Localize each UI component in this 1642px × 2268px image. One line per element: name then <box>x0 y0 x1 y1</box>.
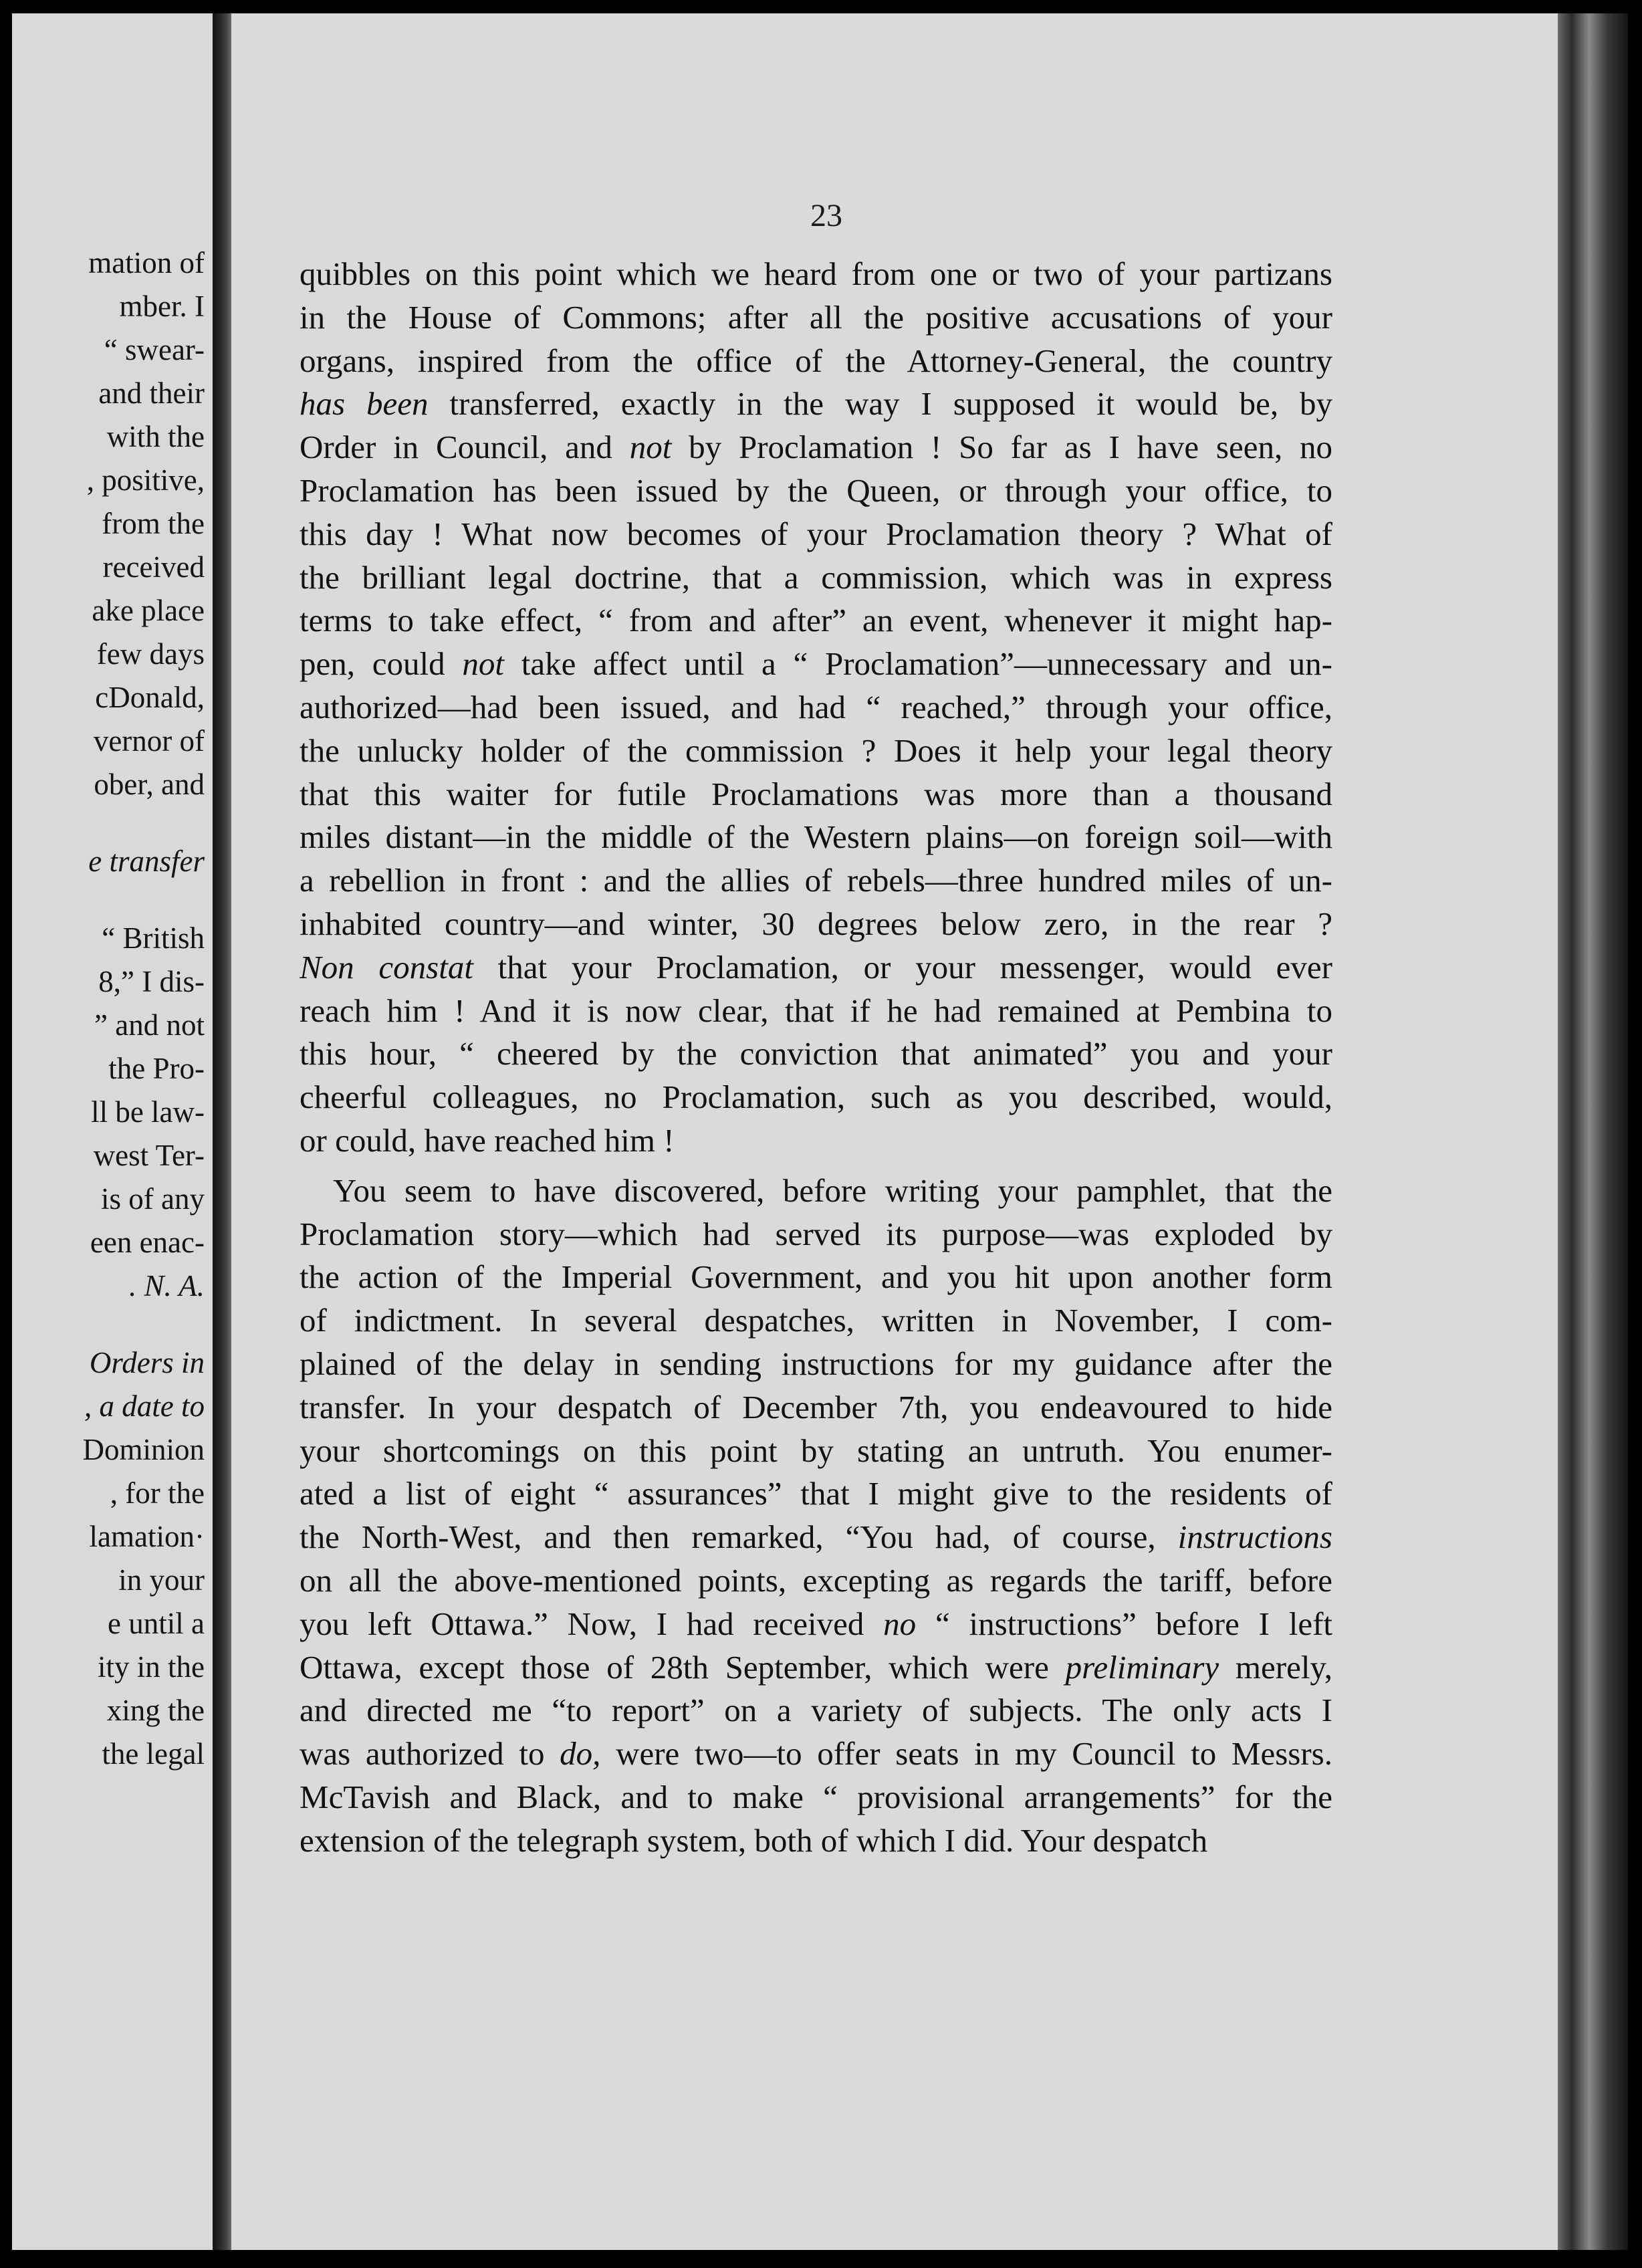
text-segment: were two—to offer seats in my Council to Messrs. <box>600 1735 1332 1773</box>
left-page-line: , a date to <box>84 1389 205 1423</box>
book-gutter <box>213 13 233 2250</box>
text-segment: the action of the Imperial Government, and you hit upon another form <box>300 1258 1332 1296</box>
text-segment: McTavish and Black, and to make “ provisional arrangements” for the <box>300 1778 1332 1815</box>
text-line <box>300 990 1332 1033</box>
text-line <box>300 859 1332 903</box>
text-line <box>300 296 1332 340</box>
text-line <box>300 1299 1332 1343</box>
text-segment: miles distant—in the middle of the Western plains—on foreign soil—with <box>300 818 1332 856</box>
text-line <box>300 1689 1332 1732</box>
italic-text: instructions <box>1177 1518 1332 1556</box>
text-segment: Proclamation story—which had served its purpose—was exploded by <box>300 1215 1332 1252</box>
left-page-line: few days <box>96 637 205 671</box>
left-page-line: in your <box>118 1563 205 1597</box>
left-page-line: ake place <box>92 594 205 627</box>
text-line <box>300 643 1332 686</box>
text-line <box>300 903 1332 946</box>
text-segment: your shortcomings on this point by stating an untruth. You enumer- <box>300 1432 1332 1469</box>
text-line <box>300 1646 1332 1690</box>
left-page-line: received <box>102 550 205 584</box>
text-segment: by Proclamation ! So far as I have seen, no <box>671 429 1332 466</box>
text-segment: or could, have reached him ! <box>300 1121 675 1159</box>
text-segment: Ottawa, except those of 28th September, which were <box>300 1648 1066 1686</box>
left-page-line: “ swear- <box>104 333 205 366</box>
text-segment: pen, could <box>300 645 463 683</box>
left-page-line: with the <box>106 420 205 453</box>
left-page-line: e transfer <box>88 844 205 878</box>
left-facing-page <box>12 13 219 2250</box>
left-page-line: ll be law- <box>91 1095 205 1129</box>
text-segment: quibbles on this point which we heard from one or two of your partizans <box>300 255 1332 292</box>
text-line <box>300 1603 1332 1646</box>
text-line <box>300 1256 1332 1299</box>
text-segment: transfer. In your despatch of December 7th, you endeavoured to hide <box>300 1388 1332 1426</box>
text-segment: Proclamation has been issued by the Queen, or through your office, to <box>300 471 1332 509</box>
text-line <box>300 1386 1332 1430</box>
text-segment: ated a list of eight “ assurances” that I might give to the residents of <box>300 1475 1332 1512</box>
text-segment: authorized—had been issued, and had “ reached,” through your office, <box>300 688 1332 725</box>
left-page-line: ” and not <box>94 1008 205 1042</box>
left-page-line: lamation· <box>89 1520 205 1553</box>
left-page-line: from the <box>102 507 205 540</box>
text-line <box>300 1472 1332 1516</box>
text-line <box>300 1776 1332 1819</box>
text-segment: inhabited country—and winter, 30 degrees below zero, in the rear ? <box>300 905 1332 942</box>
text-segment: transferred, exactly in the way I supposed it would be, by <box>428 385 1332 423</box>
text-line <box>300 513 1332 556</box>
body-text <box>300 253 1332 1862</box>
text-segment: merely, <box>1219 1648 1332 1686</box>
text-line <box>300 1516 1332 1559</box>
text-line <box>300 1169 1332 1213</box>
text-line <box>300 469 1332 513</box>
left-page-line: Dominion <box>82 1433 205 1466</box>
text-line <box>300 1343 1332 1386</box>
text-line <box>300 1819 1332 1863</box>
left-page-line: 8,” I dis- <box>98 965 205 998</box>
text-line <box>300 1119 1332 1163</box>
text-segment: reach him ! And it is now clear, that if he had remained at Pembina to <box>300 992 1332 1029</box>
text-segment: the North-West, and then remarked, “You had, of course, <box>300 1518 1178 1556</box>
text-segment: terms to take effect, “ from and after” an event, whenever it might hap- <box>300 602 1332 639</box>
page-edges <box>1558 13 1628 2250</box>
text-segment: was authorized to <box>300 1735 560 1773</box>
text-line <box>300 556 1332 600</box>
left-page-line: . N. A. <box>129 1269 205 1302</box>
left-page-line: is of any <box>101 1182 205 1216</box>
text-line <box>300 599 1332 643</box>
left-page-line: e until a <box>108 1607 205 1640</box>
text-line <box>300 1732 1332 1776</box>
text-segment: and directed me “to report” on a variety of subjects. The only acts I <box>300 1692 1332 1729</box>
text-segment: cheerful colleagues, no Proclamation, such as you described, would, <box>300 1079 1332 1116</box>
text-line <box>300 340 1332 383</box>
left-page-line: ober, and <box>94 768 205 801</box>
left-page-line: west Ter- <box>93 1139 205 1172</box>
text-segment: a rebellion in front : and the allies of rebels—three hundred miles of un- <box>300 862 1332 899</box>
text-line <box>300 1213 1332 1256</box>
text-segment: the brilliant legal doctrine, that a commission, which was in express <box>300 558 1332 596</box>
text-segment: in the House of Commons; after all the positive accusations of your <box>300 298 1332 336</box>
left-page-line: cDonald, <box>95 681 205 714</box>
text-segment: plained of the delay in sending instructions for my guidance after the <box>300 1345 1332 1382</box>
left-page-line: ity in the <box>98 1650 205 1684</box>
left-page-line: vernor of <box>93 724 205 758</box>
text-line <box>300 1032 1332 1076</box>
text-segment: this day ! What now becomes of your Proclamation theory ? What of <box>300 515 1332 552</box>
left-page-line: the legal <box>102 1737 205 1771</box>
page-number: 23 <box>810 198 842 233</box>
left-page-line: Orders in <box>89 1346 205 1379</box>
italic-text: Non constat <box>300 948 473 986</box>
text-line <box>300 729 1332 773</box>
text-segment: the unlucky holder of the commission ? Does it help your legal theory <box>300 731 1332 769</box>
text-line <box>300 382 1332 426</box>
text-segment: that this waiter for futile Proclamations was more than a thousand <box>300 775 1332 812</box>
text-line <box>300 1559 1332 1603</box>
text-segment: You seem to have discovered, before writing your pamphlet, that the <box>333 1171 1332 1209</box>
text-line <box>300 816 1332 859</box>
italic-text: no <box>883 1605 917 1642</box>
text-line <box>300 1076 1332 1119</box>
left-page-line: een enac- <box>90 1226 205 1259</box>
left-page-line: , positive, <box>86 463 205 497</box>
italic-text: preliminary <box>1065 1648 1219 1686</box>
text-segment: organs, inspired from the office of the Attorney-General, the country <box>300 342 1332 379</box>
text-line <box>300 773 1332 816</box>
italic-text: do, <box>560 1735 601 1773</box>
text-line <box>300 253 1332 296</box>
left-page-line: the Pro- <box>108 1052 205 1085</box>
text-segment: extension of the telegraph system, both of which I did. Your despatch <box>300 1821 1208 1859</box>
text-segment: take affect until a “ Proclamation”—unnecessary and un- <box>503 645 1332 683</box>
left-page-line: mation of <box>88 246 205 279</box>
text-segment: “ instructions” before I left <box>916 1605 1332 1642</box>
left-page-line: “ British <box>102 921 205 955</box>
text-line <box>300 946 1332 990</box>
italic-text: not <box>629 429 672 466</box>
text-line <box>300 426 1332 469</box>
text-segment: of indictment. In several despatches, written in November, I com- <box>300 1302 1332 1339</box>
left-page-line: and their <box>98 376 205 410</box>
text-line <box>300 1430 1332 1473</box>
text-segment: Order in Council, and <box>300 429 630 466</box>
text-segment: that your Proclamation, or your messenger, would ever <box>473 948 1332 986</box>
text-segment: on all the above-mentioned points, excepting as regards the tariff, before <box>300 1561 1332 1599</box>
left-page-line: , for the <box>110 1476 205 1510</box>
left-page-line: mber. I <box>119 290 205 323</box>
text-segment: you left Ottawa.” Now, I had received <box>300 1605 884 1642</box>
text-segment: this hour, “ cheered by the conviction that animated” you and your <box>300 1035 1332 1072</box>
left-page-line: xing the <box>106 1694 205 1727</box>
italic-text: not <box>462 645 504 683</box>
text-line <box>300 686 1332 729</box>
italic-text: has been <box>300 385 429 423</box>
